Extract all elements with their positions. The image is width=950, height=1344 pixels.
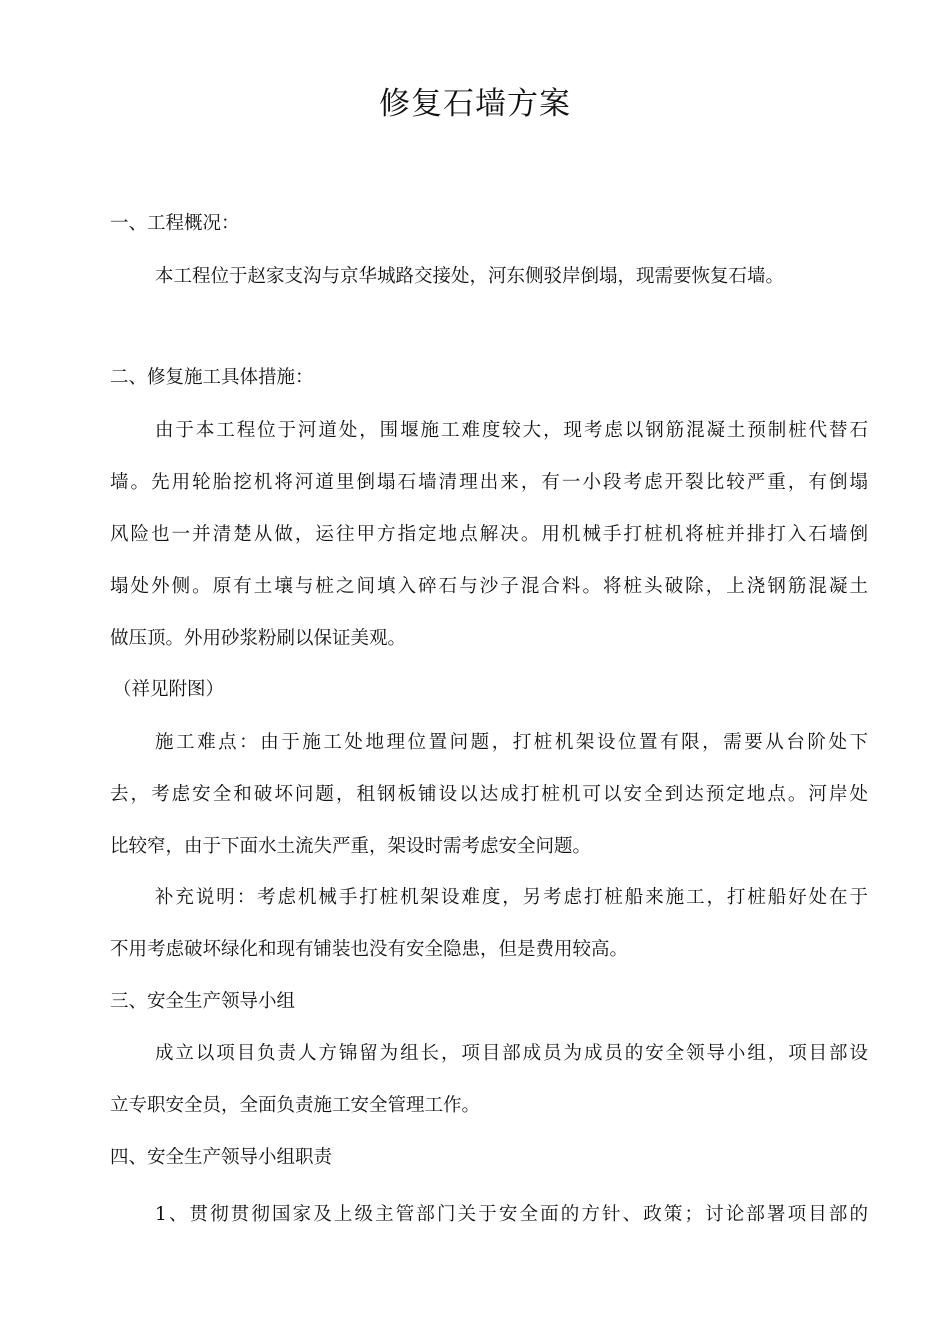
paragraph-line: 风险也一并清楚从做，运往甲方指定地点解决。用机械手打桩机将桩并排打入石墙倒 [110, 524, 868, 545]
document-title: 修复石墙方案 [379, 86, 571, 122]
paragraph-line: 比较窄，由于下面水土流失严重，架设时需考虑安全问题。 [110, 836, 592, 857]
figure-note: （祥见附图） [113, 679, 225, 700]
paragraph-line: 做压顶。外用砂浆粉刷以保证美观。 [110, 628, 407, 649]
paragraph-line: 补充说明：考虑机械手打桩机架设难度，另考虑打桩船来施工，打桩船好处在于 [155, 887, 868, 908]
paragraph-line: 立专职安全员，全面负责施工安全管理工作。 [110, 1095, 481, 1116]
section-heading-safety-group: 三、安全生产领导小组 [110, 991, 296, 1012]
section-heading-overview: 一、工程概况： [110, 213, 240, 234]
paragraph-line: 1、贯彻贯彻国家及上级主管部门关于安全面的方针、政策；讨论部署项目部的 [155, 1204, 868, 1225]
paragraph-line: 本工程位于赵家支沟与京华城路交接处，河东侧驳岸倒塌，现需要恢复石墙。 [155, 266, 785, 287]
section-heading-safety-duties: 四、安全生产领导小组职责 [110, 1147, 333, 1168]
paragraph-line: 施工难点：由于施工处地理位置问题，打桩机架设位置有限，需要从台阶处下 [155, 732, 868, 753]
paragraph-line: 墙。先用轮胎挖机将河道里倒塌石墙清理出来，有一小段考虑开裂比较严重，有倒塌 [110, 472, 868, 493]
paragraph-line: 由于本工程位于河道处，围堰施工难度较大，现考虑以钢筋混凝土预制桩代替石 [155, 420, 868, 441]
paragraph-line: 塌处外侧。原有土壤与桩之间填入碎石与沙子混合料。将桩头破除，上浇钢筋混凝土 [110, 576, 868, 597]
section-heading-measures: 二、修复施工具体措施： [110, 367, 314, 388]
paragraph-line: 去，考虑安全和破坏问题，租钢板铺设以达成打桩机可以安全到达预定地点。河岸处 [110, 784, 868, 805]
paragraph-line: 不用考虑破坏绿化和现有铺装也没有安全隐患，但是费用较高。 [110, 939, 629, 960]
paragraph-line: 成立以项目负责人方锦留为组长，项目部成员为成员的安全领导小组，项目部设 [155, 1043, 868, 1064]
